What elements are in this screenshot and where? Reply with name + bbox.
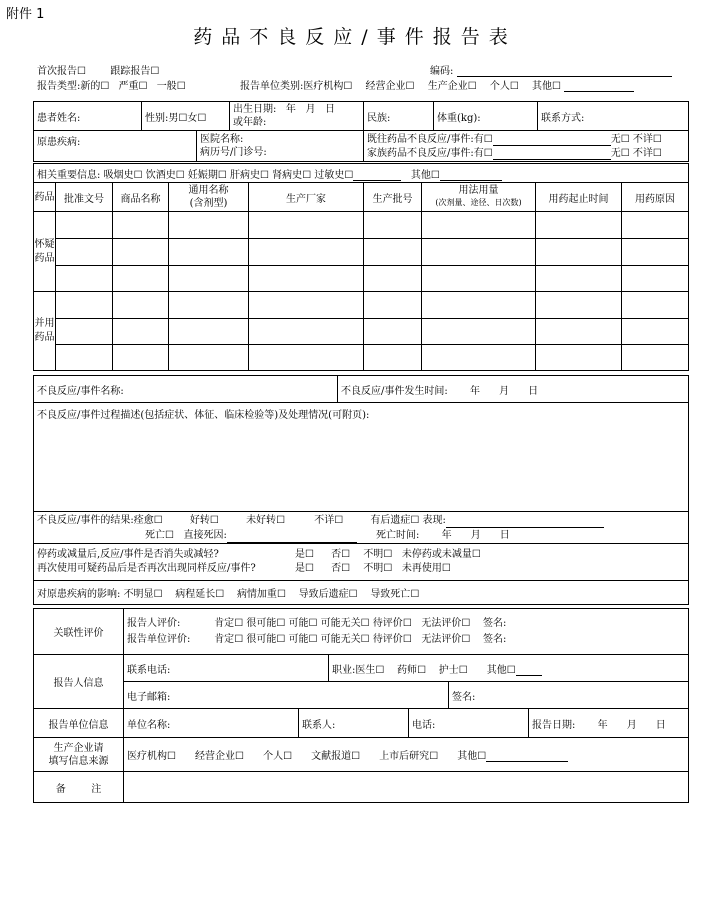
drug-cell[interactable] (422, 212, 536, 239)
past-unknown-checkbox[interactable]: ☐ (652, 134, 662, 145)
q2-unclear-label: 不明 (363, 563, 384, 574)
source-medical-label: 医疗机构 (127, 751, 167, 762)
unit-eval-definite-checkbox[interactable]: ☐ (234, 633, 244, 645)
record-label: 病历号/门诊号: (200, 147, 267, 158)
weight-label: 体重(kg): (437, 112, 481, 124)
q1-no-label: 否 (331, 549, 342, 560)
event-name-label: 不良反应/事件名称: (37, 385, 124, 397)
drug-cell[interactable] (113, 212, 169, 239)
drug-cell[interactable] (536, 292, 622, 319)
impact-worsened-checkbox[interactable]: ☐ (276, 589, 286, 600)
ethnicity-label: 民族: (367, 112, 391, 124)
drug-cell[interactable] (364, 345, 422, 371)
unit-eval-label: 报告单位评价: (127, 633, 191, 645)
impact-prolonged-checkbox[interactable]: ☐ (215, 589, 225, 600)
col-manufacturer: 生产厂家 (249, 183, 364, 212)
event-name-cell[interactable] (34, 376, 338, 403)
impact-death-label: 导致死亡 (370, 589, 411, 600)
annex-label: 附件 1 (6, 7, 45, 22)
followup-report-checkbox[interactable]: ☐ (150, 66, 160, 77)
drug-cell[interactable] (249, 345, 364, 371)
drug-cell[interactable] (536, 319, 622, 345)
col-drug: 药品 (34, 183, 56, 212)
related-drinking-label: 饮酒史 (145, 169, 176, 181)
code-field[interactable] (457, 65, 672, 77)
death-year: 年 (441, 529, 452, 541)
ethnicity-cell[interactable] (364, 102, 434, 131)
source-medical-checkbox[interactable]: ☐ (167, 751, 176, 762)
unit-other-label: 其他 (532, 81, 552, 92)
unit-distributor-label: 经营企业 (365, 81, 406, 92)
related-liver-checkbox[interactable]: ☐ (260, 169, 269, 181)
drug-cell[interactable] (169, 212, 249, 239)
source-literature-label: 文献报道 (311, 751, 352, 762)
past-unknown-label: 不详 (632, 134, 653, 145)
q1-yes-checkbox[interactable]: ☐ (305, 549, 314, 560)
drug-cell[interactable] (169, 239, 249, 266)
unit-eval-probable-checkbox[interactable]: ☐ (276, 633, 286, 645)
reporter-email-cell[interactable] (124, 682, 449, 709)
job-other-field[interactable] (516, 664, 542, 676)
dechallenge-q2: 再次使用可疑药品后是否再次出现同样反应/事件? (37, 563, 256, 574)
job-doctor-checkbox[interactable]: ☐ (375, 664, 385, 676)
unit-name-cell[interactable] (124, 709, 299, 738)
family-unknown-checkbox[interactable]: ☐ (652, 148, 662, 159)
related-allergy-checkbox[interactable]: ☐ (344, 169, 354, 181)
disease-table (33, 130, 689, 162)
related-label: 相关重要信息: (37, 169, 101, 181)
result-recovered-checkbox[interactable]: ☐ (153, 514, 163, 526)
job-pharmacist-label: 药师 (397, 664, 418, 676)
q2-yes-label: 是 (295, 563, 305, 574)
family-adr-field[interactable] (493, 146, 611, 160)
unit-contact-label: 联系人: (302, 719, 336, 731)
drug-cell[interactable] (364, 266, 422, 292)
source-personal-checkbox[interactable]: ☐ (283, 751, 293, 762)
q2-yes-checkbox[interactable]: ☐ (305, 563, 314, 574)
family-adr-label: 家族药品不良反应/事件:有 (367, 148, 484, 159)
related-allergy-field[interactable] (353, 169, 401, 181)
remarks-cell[interactable] (124, 772, 689, 803)
unit-eval-possible-checkbox[interactable]: ☐ (308, 633, 318, 645)
related-kidney-checkbox[interactable]: ☐ (302, 169, 312, 181)
result-unknown-checkbox[interactable]: ☐ (334, 514, 344, 526)
source-postmarket-label: 上市后研究 (379, 751, 430, 762)
q2-not-reused-label: 未再使用 (401, 563, 442, 574)
source-other-field[interactable] (486, 750, 568, 762)
drug-cell[interactable] (364, 319, 422, 345)
col-generic-sub: (含剂型) (189, 198, 228, 209)
col-generic-name-text: 通用名称 (188, 185, 229, 196)
impact-prolonged-label: 病程延长 (175, 589, 216, 600)
drug-cell[interactable] (422, 239, 536, 266)
drug-cell[interactable] (113, 239, 169, 266)
disease-cell[interactable] (34, 131, 197, 162)
first-report-checkbox[interactable]: ☐ (77, 66, 86, 77)
hospital-label: 医院名称: (200, 134, 244, 145)
dechallenge-q1: 停药或减量后,反应/事件是否消失或减轻? (37, 549, 219, 560)
unit-eval-unlikely: 可能无关 (320, 633, 361, 645)
unit-eval-unlikely-checkbox[interactable]: ☐ (360, 633, 370, 645)
result-improved-checkbox[interactable]: ☐ (209, 514, 219, 526)
death-month: 月 (470, 529, 481, 541)
unit-distributor-checkbox[interactable]: ☐ (405, 81, 415, 92)
result-unknown-label: 不详 (314, 514, 335, 526)
drug-cell[interactable] (113, 292, 169, 319)
report-month: 月 (626, 719, 637, 731)
drug-cell[interactable] (422, 345, 536, 371)
related-other-checkbox[interactable]: ☐ (430, 169, 440, 181)
source-label (34, 738, 124, 772)
family-adr-yes-checkbox[interactable]: ☐ (483, 148, 493, 159)
related-smoking-label: 吸烟史 (103, 169, 134, 181)
event-result-cell (34, 512, 689, 544)
source-other-checkbox[interactable]: ☐ (477, 751, 487, 762)
impact-worsened-label: 病情加重 (236, 589, 277, 600)
past-adr-label: 既往药品不良反应/事件:有 (367, 134, 484, 145)
result-sequelae-checkbox[interactable]: ☐ (410, 514, 420, 526)
q1-yes-label: 是 (295, 549, 305, 560)
unit-type-label: 报告单位类别: (240, 81, 304, 92)
event-description-cell[interactable] (34, 403, 689, 512)
drug-cell[interactable] (169, 266, 249, 292)
reporter-job-cell (329, 655, 689, 682)
patient-name-label: 患者姓名: (37, 112, 81, 124)
impact-label: 对原患疾病的影响: (37, 589, 121, 600)
unit-eval-unassessable-checkbox[interactable]: ☐ (461, 633, 471, 645)
age-label: 或年龄: (233, 117, 267, 128)
drug-cell[interactable] (622, 319, 689, 345)
drug-cell[interactable] (249, 239, 364, 266)
unit-other-checkbox[interactable]: ☐ (552, 81, 561, 92)
reporter-eval-definite: 肯定 (214, 617, 235, 629)
reporter-eval-definite-checkbox[interactable]: ☐ (234, 617, 244, 629)
evaluation-label: 关联性评价 (34, 609, 124, 655)
drug-cell[interactable] (536, 239, 622, 266)
job-doctor-label: 医生 (355, 664, 376, 676)
type-general-checkbox[interactable]: ☐ (176, 81, 186, 92)
report-day: 日 (655, 719, 666, 731)
drug-cell[interactable] (113, 319, 169, 345)
unit-other-field[interactable] (564, 80, 634, 92)
result-death-checkbox[interactable]: ☐ (165, 529, 174, 541)
family-none-checkbox[interactable]: ☐ (620, 148, 630, 159)
reporter-eval-probable: 很可能 (246, 617, 277, 629)
col-dates: 用药起止时间 (536, 183, 622, 212)
unit-eval-unassessable: 无法评价 (421, 633, 462, 645)
drug-cell[interactable] (249, 319, 364, 345)
col-approval: 批准文号 (56, 183, 113, 212)
drug-cell[interactable] (622, 345, 689, 371)
related-info-cell (34, 164, 689, 183)
gender-cell[interactable] (142, 102, 230, 131)
contact-cell[interactable] (538, 102, 689, 131)
reporter-eval-unassessable-checkbox[interactable]: ☐ (461, 617, 471, 629)
col-usage-sub: (次剂量、途径、日次数) (435, 198, 522, 207)
event-month: 月 (499, 385, 510, 397)
col-trade-name: 商品名称 (113, 183, 169, 212)
related-smoking-checkbox[interactable]: ☐ (133, 169, 143, 181)
source-postmarket-checkbox[interactable]: ☐ (429, 751, 439, 762)
drug-cell[interactable] (622, 266, 689, 292)
unit-info-label: 报告单位信息 (34, 709, 124, 738)
reporter-phone-cell[interactable] (124, 655, 329, 682)
patient-table (33, 101, 689, 131)
result-improved-label: 好转 (189, 514, 210, 526)
source-literature-checkbox[interactable]: ☐ (351, 751, 361, 762)
birth-cell[interactable] (230, 102, 364, 131)
direct-cause-field[interactable] (227, 528, 357, 543)
result-sequelae-label: 有后遗症 (370, 514, 411, 526)
report-date-cell[interactable] (529, 709, 689, 738)
followup-report-label: 跟踪报告 (110, 66, 151, 77)
reporter-eval-signature[interactable]: 签名: (483, 617, 507, 629)
event-day: 日 (528, 385, 539, 397)
drug-cell[interactable] (113, 345, 169, 371)
report-type-label: 报告类型: (37, 81, 81, 92)
col-usage-text: 用法用量 (458, 185, 499, 196)
related-drinking-checkbox[interactable]: ☐ (175, 169, 185, 181)
reporter-eval-pending: 待评价 (372, 617, 403, 629)
reporter-eval-possible-checkbox[interactable]: ☐ (308, 617, 318, 629)
unit-eval-pending-checkbox[interactable]: ☐ (402, 633, 412, 645)
patient-name-cell[interactable] (34, 102, 142, 131)
related-other-label: 其他 (410, 169, 431, 181)
drug-cell[interactable] (56, 239, 113, 266)
q2-unclear-checkbox[interactable]: ☐ (383, 563, 393, 574)
unit-eval-definite: 肯定 (214, 633, 235, 645)
q2-no-label: 否 (331, 563, 342, 574)
drug-cell[interactable] (364, 292, 422, 319)
drug-cell[interactable] (56, 292, 113, 319)
source-label-line1: 生产企业请 (53, 742, 104, 754)
reporter-signature-cell[interactable] (449, 682, 689, 709)
bottom-table (33, 608, 689, 803)
q2-not-reused-checkbox[interactable]: ☐ (441, 563, 451, 574)
source-personal-label: 个人 (263, 751, 284, 762)
drug-cell[interactable] (364, 212, 422, 239)
q1-unclear-checkbox[interactable]: ☐ (383, 549, 393, 560)
unit-phone-cell[interactable] (409, 709, 529, 738)
manifestation-label: 表现: (422, 514, 446, 526)
drug-cell[interactable] (364, 239, 422, 266)
reporter-eval-unlikely: 可能无关 (320, 617, 361, 629)
type-new-checkbox[interactable]: ☐ (100, 81, 110, 92)
dechallenge-cell (34, 544, 689, 581)
type-serious-label: 严重 (118, 81, 139, 92)
report-year: 年 (597, 719, 608, 731)
drug-cell[interactable] (422, 292, 536, 319)
male-checkbox[interactable]: ☐ (178, 112, 188, 124)
reporter-email-label: 电子邮箱: (127, 691, 171, 703)
code-label: 编码: (430, 66, 454, 77)
unit-name-label: 单位名称: (127, 719, 171, 731)
reporter-eval-label: 报告人评价: (127, 617, 181, 629)
source-cell (124, 738, 689, 772)
drug-cell[interactable] (536, 212, 622, 239)
related-other-field[interactable] (440, 169, 502, 181)
drug-cell[interactable] (169, 292, 249, 319)
related-liver-label: 肝病史 (230, 169, 261, 181)
q1-unclear-label: 不明 (363, 549, 384, 560)
related-allergy-label: 过敏史 (314, 169, 345, 181)
female-checkbox[interactable]: ☐ (197, 112, 207, 124)
drug-cell[interactable] (536, 266, 622, 292)
reporter-signature-label: 签名: (452, 691, 476, 703)
unit-eval-probable: 很可能 (246, 633, 277, 645)
contact-label: 联系方式: (541, 112, 585, 124)
col-batch: 生产批号 (364, 183, 422, 212)
q1-no-checkbox[interactable]: ☐ (341, 549, 351, 560)
event-table (33, 375, 689, 605)
past-adr-yes-checkbox[interactable]: ☐ (483, 134, 493, 145)
drug-cell[interactable] (56, 319, 113, 345)
death-time-label: 死亡时间: (375, 529, 420, 541)
result-label: 不良反应/事件的结果: (37, 514, 134, 526)
job-other-checkbox[interactable]: ☐ (506, 664, 516, 676)
unit-contact-cell[interactable] (299, 709, 409, 738)
q1-not-stopped-checkbox[interactable]: ☐ (471, 549, 481, 560)
event-description-label: 不良反应/事件过程描述(包括症状、体征、临床检验等)及处理情况(可附页): (37, 410, 370, 421)
birth-year: 年 (285, 104, 296, 115)
event-time-cell[interactable] (338, 376, 689, 403)
event-time-label: 不良反应/事件发生时间: (341, 385, 448, 397)
family-none-label: 无 (610, 148, 621, 159)
past-adr-field[interactable] (493, 132, 611, 146)
q2-no-checkbox[interactable]: ☐ (341, 563, 351, 574)
concomitant-drugs-label: 并用药品 (34, 292, 56, 371)
unit-medical-checkbox[interactable]: ☐ (343, 81, 353, 92)
result-death-label: 死亡 (145, 529, 165, 541)
birth-month: 月 (305, 104, 316, 115)
form-title: 药品不良反应/事件报告表 (193, 26, 517, 48)
remarks-label: 备 注 (34, 772, 124, 803)
col-reason: 用药原因 (622, 183, 689, 212)
family-unknown-label: 不详 (632, 148, 653, 159)
impact-sequelae-checkbox[interactable]: ☐ (348, 589, 358, 600)
report-date-label: 报告日期: (532, 719, 576, 731)
evaluation-cell (124, 609, 689, 655)
drug-cell[interactable] (422, 266, 536, 292)
drug-cell[interactable] (622, 239, 689, 266)
unit-phone-label: 电话: (412, 719, 436, 731)
birth-day: 日 (325, 104, 336, 115)
type-serious-checkbox[interactable]: ☐ (138, 81, 148, 92)
source-distributor-label: 经营企业 (195, 751, 236, 762)
unit-eval-possible: 可能 (288, 633, 309, 645)
result-not-improved-label: 未好转 (246, 514, 277, 526)
source-label-line2: 填写信息来源 (48, 755, 109, 767)
unit-personal-checkbox[interactable]: ☐ (509, 81, 519, 92)
weight-cell[interactable] (434, 102, 538, 131)
history-cell[interactable] (364, 131, 689, 162)
reporter-eval-pending-checkbox[interactable]: ☐ (402, 617, 412, 629)
drug-cell[interactable] (622, 292, 689, 319)
hospital-cell[interactable] (197, 131, 364, 162)
first-report-label: 首次报告 (37, 66, 77, 77)
female-label: 女 (187, 112, 198, 124)
type-general-label: 一般 (156, 81, 177, 92)
drug-cell[interactable] (249, 292, 364, 319)
drug-cell[interactable] (622, 212, 689, 239)
q1-not-stopped-label: 未停药或未减量 (401, 549, 472, 560)
unit-personal-label: 个人 (489, 81, 510, 92)
drug-table (33, 163, 689, 371)
disease-label: 原患疾病: (37, 137, 81, 148)
reporter-eval-possible: 可能 (288, 617, 309, 629)
col-usage (422, 183, 536, 212)
past-none-label: 无 (610, 134, 621, 145)
drug-cell[interactable] (113, 266, 169, 292)
direct-cause-label: 直接死因: (183, 529, 227, 541)
event-year: 年 (470, 385, 481, 397)
job-nurse-label: 护士 (438, 664, 459, 676)
related-pregnancy-label: 妊娠期 (187, 169, 218, 181)
suspected-drugs-label: 怀疑药品 (34, 212, 56, 292)
unit-manufacturer-label: 生产企业 (427, 81, 468, 92)
unit-medical-label: 医疗机构 (303, 81, 344, 92)
reporter-eval-unlikely-checkbox[interactable]: ☐ (360, 617, 370, 629)
impact-none-checkbox[interactable]: ☐ (153, 589, 163, 600)
drug-cell[interactable] (249, 212, 364, 239)
drug-cell[interactable] (56, 212, 113, 239)
past-none-checkbox[interactable]: ☐ (620, 134, 630, 145)
job-pharmacist-checkbox[interactable]: ☐ (417, 664, 427, 676)
drug-cell[interactable] (169, 319, 249, 345)
death-day: 日 (499, 529, 510, 541)
reporter-info-label: 报告人信息 (34, 655, 124, 709)
col-generic-name (169, 183, 249, 212)
source-other-label: 其他 (457, 751, 478, 762)
reporter-eval-unassessable: 无法评价 (421, 617, 462, 629)
reporter-phone-label: 联系电话: (127, 664, 171, 676)
drug-cell[interactable] (249, 266, 364, 292)
drug-cell[interactable] (169, 345, 249, 371)
related-kidney-label: 肾病史 (272, 169, 303, 181)
related-pregnancy-checkbox[interactable]: ☐ (217, 169, 227, 181)
source-distributor-checkbox[interactable]: ☐ (235, 751, 245, 762)
type-new-label: 新的 (80, 81, 101, 92)
drug-cell[interactable] (536, 345, 622, 371)
impact-death-checkbox[interactable]: ☐ (410, 589, 420, 600)
drug-cell[interactable] (56, 345, 113, 371)
reporter-eval-probable-checkbox[interactable]: ☐ (276, 617, 286, 629)
result-not-improved-checkbox[interactable]: ☐ (276, 514, 286, 526)
gender-label: 性别: (145, 112, 169, 124)
impact-sequelae-label: 导致后遗症 (298, 589, 349, 600)
job-other-label: 其他 (486, 664, 507, 676)
impact-cell (34, 581, 689, 605)
male-label: 男 (168, 112, 179, 124)
unit-eval-pending: 待评价 (372, 633, 403, 645)
manifestation-field[interactable] (446, 513, 604, 528)
unit-manufacturer-checkbox[interactable]: ☐ (467, 81, 477, 92)
result-recovered-label: 痊愈 (133, 514, 154, 526)
drug-cell[interactable] (422, 319, 536, 345)
job-nurse-checkbox[interactable]: ☐ (458, 664, 468, 676)
unit-eval-signature[interactable]: 签名: (483, 633, 507, 645)
impact-none-label: 不明显 (123, 589, 154, 600)
job-label: 职业: (332, 664, 356, 676)
drug-cell[interactable] (56, 266, 113, 292)
birth-label: 出生日期: (233, 104, 277, 115)
